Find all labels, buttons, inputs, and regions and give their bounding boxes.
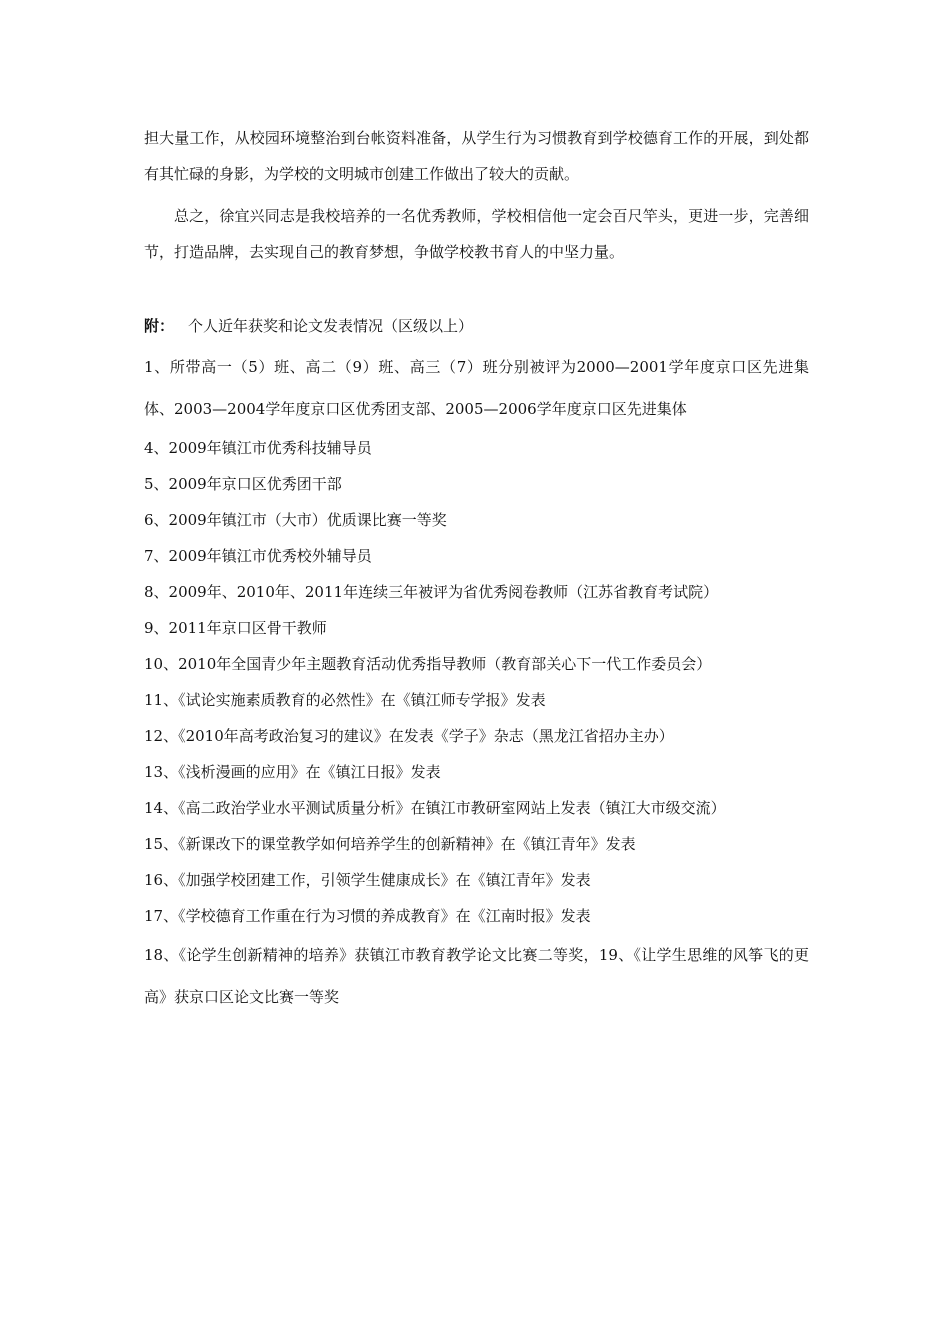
- list-item: 15、《新课改下的课堂教学如何培养学生的创新精神》在《镇江青年》发表: [144, 835, 636, 853]
- list-item: 8、2009年、2010年、2011年连续三年被评为省优秀阅卷教师（江苏省教育考试院）: [144, 583, 719, 601]
- list-item: 16、《加强学校团建工作，引领学生健康成长》在《镇江青年》发表: [144, 871, 591, 889]
- award-list: [144, 346, 809, 1018]
- list-item: 6、2009年镇江市（大市）优质课比赛一等奖: [144, 511, 447, 529]
- list-item: 9、2011年京口区骨干教师: [144, 619, 327, 637]
- list-item: 7、2009年镇江市优秀校外辅导员: [144, 547, 372, 565]
- list-item: 14、《高二政治学业水平测试质量分析》在镇江市教研室网站上发表（镇江大市级交流）: [144, 799, 726, 817]
- list-item: 5、2009年京口区优秀团干部: [144, 475, 342, 493]
- list-item: 12、《2010年高考政治复习的建议》在发表《学子》杂志（黑龙江省招办主办）: [144, 727, 674, 745]
- list-item: 18、《论学生创新精神的培养》获镇江市教育教学论文比赛二等奖，19、《让学生思维的风筝飞的更高》获京口区论文比赛一等奖: [144, 946, 809, 1006]
- appendix-heading: [144, 312, 473, 340]
- appendix-title: 个人近年获奖和论文发表情况（区级以上）: [188, 317, 474, 335]
- body-paragraph-1: 担大量工作，从校园环境整治到台帐资料准备，从学生行为习惯教育到学校德育工作的开展，到处都有其忙碌的身影，为学校的文明城市创建工作做出了较大的贡献。: [144, 129, 809, 183]
- body-paragraph-2: 总之，徐宜兴同志是我校培养的一名优秀教师，学校相信他一定会百尺竿头，更进一步，完善细节，打造品牌，去实现自己的教育梦想，争做学校教书育人的中坚力量。: [144, 207, 809, 261]
- list-item: 17、《学校德育工作重在行为习惯的养成教育》在《江南时报》发表: [144, 907, 591, 925]
- list-item: 4、2009年镇江市优秀科技辅导员: [144, 439, 372, 457]
- list-item: 11、《试论实施素质教育的必然性》在《镇江师专学报》发表: [144, 691, 546, 709]
- list-item: 10、2010年全国青少年主题教育活动优秀指导教师（教育部关心下一代工作委员会）: [144, 655, 712, 673]
- appendix-label: 附：: [144, 317, 175, 335]
- list-item: 1、所带高一（5）班、高二（9）班、高三（7）班分别被评为2000—2001学年度京口区先进集体、2003—2004学年度京口区优秀团支部、2005—2006学年度京口区先进集体: [144, 358, 809, 418]
- list-item: 13、《浅析漫画的应用》在《镇江日报》发表: [144, 763, 441, 781]
